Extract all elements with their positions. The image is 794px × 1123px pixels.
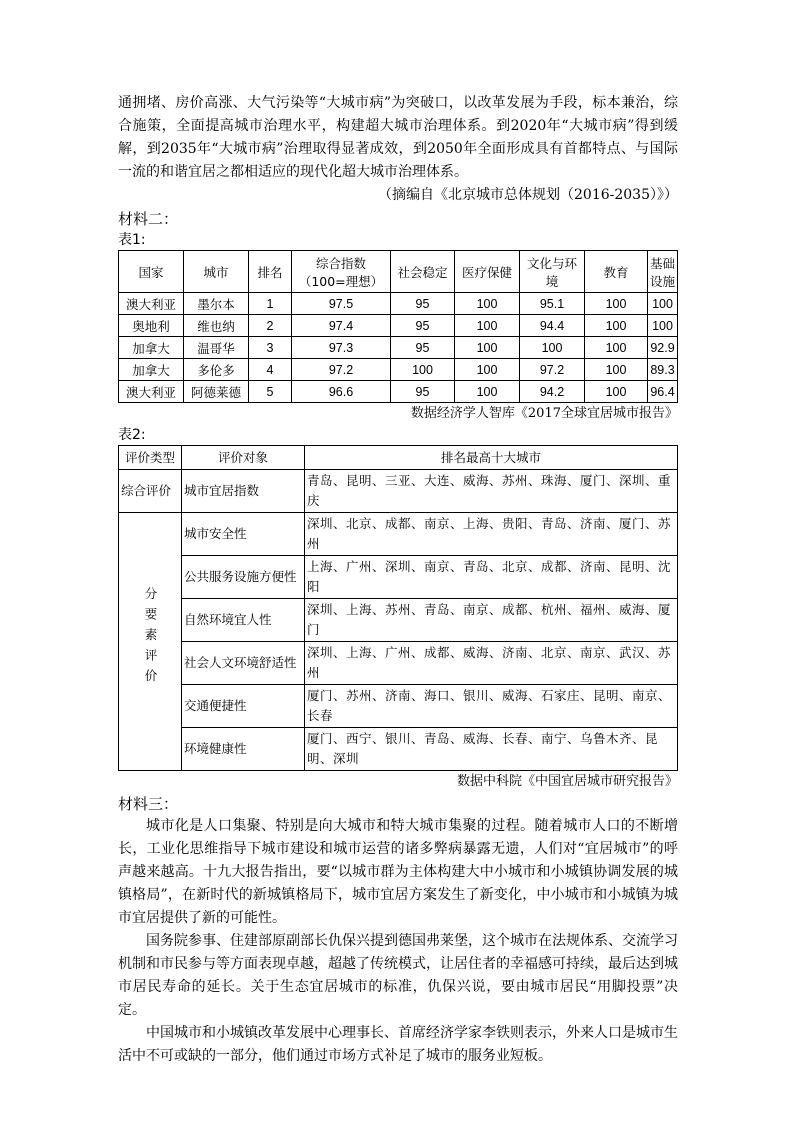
- table-cell: 100: [585, 337, 648, 359]
- table-cell: 2: [249, 315, 292, 337]
- column-header: 国家: [119, 251, 184, 293]
- table-cell: 97.3: [292, 337, 391, 359]
- column-header: 评价对象: [182, 446, 305, 470]
- table-cell: 92.9: [648, 337, 678, 359]
- table-cell: 维也纳: [184, 315, 249, 337]
- table-row: [119, 315, 678, 337]
- evaluation-object: 城市宜居指数: [182, 470, 305, 513]
- table-cell: 100: [648, 315, 678, 337]
- evaluation-object: 城市安全性: [182, 513, 305, 556]
- table1-label: 表1:: [118, 232, 146, 248]
- evaluation-object: 环境健康性: [182, 728, 305, 771]
- table-cell: 100: [455, 381, 520, 403]
- top-ten-cities: 深圳、上海、苏州、青岛、南京、成都、杭州、福州、威海、厦门: [305, 599, 678, 642]
- table-cell: 100: [455, 337, 520, 359]
- table-cell: 100: [585, 293, 648, 315]
- table-cell: 100: [455, 293, 520, 315]
- material3-paragraph: 中国城市和小城镇改革发展中心理事长、首席经济学家李铁则表示，外来人口是城市生活中不可或缺的一部分，他们通过市场方式补足了城市的服务业短板。: [118, 1025, 678, 1064]
- table-row: [119, 359, 678, 381]
- table-cell: 100: [585, 381, 648, 403]
- table-cell: 加拿大: [119, 337, 184, 359]
- table-cell: 奥地利: [119, 315, 184, 337]
- evaluation-object: 交通便捷性: [182, 685, 305, 728]
- column-header: 文化与环境: [520, 251, 585, 293]
- column-header: 基础设施: [648, 251, 678, 293]
- table-row: [119, 728, 678, 771]
- table-cell: 95: [391, 337, 455, 359]
- top-ten-cities: 厦门、苏州、济南、海口、银川、威海、石家庄、昆明、南京、长春: [305, 685, 678, 728]
- material2-heading: 材料二：: [118, 210, 179, 228]
- table-cell: 100: [455, 359, 520, 381]
- top-ten-cities: 上海、广州、深圳、南京、青岛、北京、成都、济南、昆明、沈阳: [305, 556, 678, 599]
- table-cell: 多伦多: [184, 359, 249, 381]
- factor-evaluation-label: 分要素评价: [143, 587, 158, 690]
- table-row: [119, 556, 678, 599]
- top-ten-cities: 厦门、西宁、银川、青岛、威海、长春、南宁、乌鲁木齐、昆明、深圳: [305, 728, 678, 771]
- table2-source: 数据中科院《中国宜居城市研究报告》: [456, 774, 678, 789]
- material3-paragraph: 城市化是人口集聚、特别是向大城市和特大城市集聚的过程。随着城市人口的不断增长，工业化思维指导下城市建设和城市运营的诸多弊病暴露无遗，人们对“宜居城市”的呼声越来越高。十九大报告指出，要“以城市群为主体构建大中小城市和小城镇协调发展的城镇格局”，在新时代的新城镇格局下，城市宜居方案发生了新变化，中小城市和小城镇为城市宜居提供了新的可能性。: [118, 818, 678, 926]
- table-cell: 澳大利亚: [119, 293, 184, 315]
- table-header-row: [119, 251, 678, 293]
- top-ten-cities: 青岛、昆明、三亚、大连、威海、苏州、珠海、厦门、深圳、重庆: [305, 470, 678, 513]
- table-cell: 100: [648, 293, 678, 315]
- table-row: [119, 599, 678, 642]
- table-header-row: [119, 446, 678, 470]
- table-row: [119, 685, 678, 728]
- table-cell: 95.1: [520, 293, 585, 315]
- table-cell: 94.2: [520, 381, 585, 403]
- table-cell: 97.5: [292, 293, 391, 315]
- material3-paragraph: 国务院参事、住建部原副部长仇保兴提到德国弗莱堡，这个城市在法规体系、交流学习机制和市民参与等方面表现卓越，超越了传统模式，让居住者的幸福感可持续，最后达到城市居民寿命的延长。关于生态宜居城市的标准，仇保兴说，要由城市居民“用脚投票”决定。: [118, 933, 678, 1018]
- column-header: 社会稳定: [391, 251, 455, 293]
- table-row: [119, 293, 678, 315]
- column-header: 城市: [184, 251, 249, 293]
- evaluation-object: 自然环境宜人性: [182, 599, 305, 642]
- column-header: 排名: [249, 251, 292, 293]
- table-cell: 100: [520, 337, 585, 359]
- table-cell: 阿德莱德: [184, 381, 249, 403]
- table-cell: 97.2: [520, 359, 585, 381]
- table-cell: 96.4: [648, 381, 678, 403]
- evaluation-object: 公共服务设施方便性: [182, 556, 305, 599]
- table-cell: 100: [391, 359, 455, 381]
- material3-heading: 材料三：: [118, 795, 179, 813]
- table-cell: 1: [249, 293, 292, 315]
- table-cell: 100: [455, 315, 520, 337]
- top-ten-cities: 深圳、上海、广州、成都、威海、济南、北京、南京、武汉、苏州: [305, 642, 678, 685]
- column-header: 评价类型: [119, 446, 182, 470]
- intro-citation: （摘编自《北京城市总体规划（2016-2035）》）: [378, 187, 678, 203]
- table-cell: 墨尔本: [184, 293, 249, 315]
- table-cell: 95: [391, 293, 455, 315]
- table-cell: 97.2: [292, 359, 391, 381]
- intro-paragraph: 通拥堵、房价高涨、大气污染等“大城市病”为突破口，以改革发展为手段，标本兼治，综合施策，全面提高城市治理水平，构建超大城市治理体系。到2020年“大城市病”得到缓解，到2035年“大城市病”治理取得显著成效，到2050年全面形成具有首都特点、与国际一流的和谐宜居之都相适应的现代化超大城市治理体系。: [118, 95, 678, 180]
- table-cell: 澳大利亚: [119, 381, 184, 403]
- evaluation-type: [119, 513, 182, 771]
- document-page: [118, 92, 678, 1068]
- table-cell: 加拿大: [119, 359, 184, 381]
- table-row: [119, 513, 678, 556]
- table-cell: 100: [585, 315, 648, 337]
- column-header: 医疗保健: [455, 251, 520, 293]
- column-header: 排名最高十大城市: [305, 446, 678, 470]
- table-row: [119, 470, 678, 513]
- evaluation-type: 综合评价: [119, 470, 182, 513]
- table-cell: 94.4: [520, 315, 585, 337]
- table2-label: 表2:: [118, 427, 146, 443]
- table-cell: 5: [249, 381, 292, 403]
- table-cell: 3: [249, 337, 292, 359]
- table-cell: 96.6: [292, 381, 391, 403]
- table-cell: 温哥华: [184, 337, 249, 359]
- table-cell: 4: [249, 359, 292, 381]
- table-cell: 95: [391, 315, 455, 337]
- table-row: [119, 337, 678, 359]
- table1-source: 数据经济学人智库《2017全球宜居城市报告》: [410, 406, 678, 421]
- table-cell: 97.4: [292, 315, 391, 337]
- table-cell: 89.3: [648, 359, 678, 381]
- top-ten-cities: 深圳、北京、成都、南京、上海、贵阳、青岛、济南、厦门、苏州: [305, 513, 678, 556]
- column-header: 教育: [585, 251, 648, 293]
- china-livable-cities-table: [118, 445, 678, 771]
- table-cell: 100: [585, 359, 648, 381]
- table-row: [119, 642, 678, 685]
- column-header: 综合指数（100=理想）: [292, 251, 391, 293]
- livable-cities-table: [118, 250, 678, 403]
- table-row: [119, 381, 678, 403]
- evaluation-object: 社会人文环境舒适性: [182, 642, 305, 685]
- table-cell: 95: [391, 381, 455, 403]
